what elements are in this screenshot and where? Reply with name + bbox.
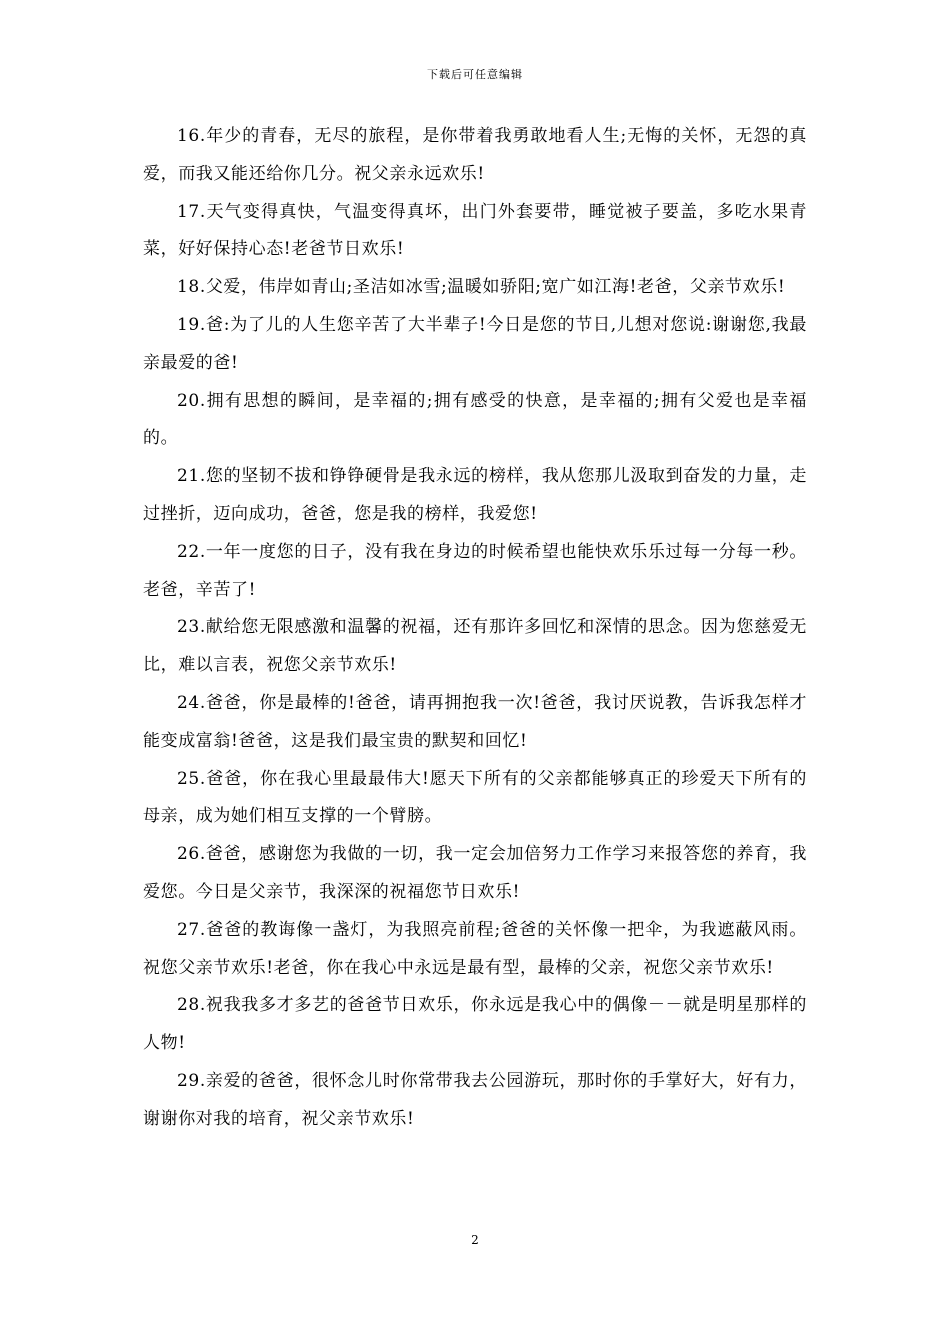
paragraph-21: 21.您的坚韧不拔和铮铮硬骨是我永远的榜样，我从您那儿汲取到奋发的力量，走过挫折，迈向成功，爸爸，您是我的榜样，我爱您! (143, 466, 807, 524)
paragraph-25: 25.爸爸，你在我心里最最伟大!愿天下所有的父亲都能够真正的珍爱天下所有的母亲，成为她们相互支撑的一个臂膀。 (143, 768, 807, 827)
paragraph-19: 19.爸:为了儿的人生您辛苦了大半辈子!今日是您的节日,儿想对您说:谢谢您,我最亲最爱的爸! (143, 314, 807, 373)
paragraph-16: 16.年少的青春，无尽的旅程，是你带着我勇敢地看人生;无悔的关怀，无怨的真爱，而我又能还给你几分。祝父亲永远欢乐! (143, 126, 807, 184)
paragraph-29: 29.亲爱的爸爸，很怀念儿时你常带我去公园游玩，那时你的手掌好大，好有力，谢谢你对我的培育，祝父亲节欢乐! (143, 1070, 807, 1129)
paragraph-24: 24.爸爸，你是最棒的!爸爸，请再拥抱我一次!爸爸，我讨厌说教，告诉我怎样才能变成富翁!爸爸，这是我们最宝贵的默契和回忆! (143, 692, 807, 751)
paragraph-23: 23.献给您无限感激和温馨的祝福，还有那许多回忆和深情的思念。因为您慈爱无比，难以言表，祝您父亲节欢乐! (143, 617, 807, 676)
paragraph-26: 26.爸爸，感谢您为我做的一切，我一定会加倍努力工作学习来报答您的养育，我爱您。今日是父亲节，我深深的祝福您节日欢乐! (143, 844, 807, 902)
document-body (143, 118, 807, 1139)
paragraph-27: 27.爸爸的教诲像一盏灯，为我照亮前程;爸爸的关怀像一把伞，为我遮蔽风雨。祝您父亲节欢乐!老爸，你在我心中永远是最有型，最棒的父亲，祝您父亲节欢乐! (143, 919, 807, 978)
page-number: 2 (471, 1233, 479, 1247)
paragraph-20: 20.拥有思想的瞬间，是幸福的;拥有感受的快意，是幸福的;拥有父爱也是幸福的。 (143, 390, 807, 449)
paragraph-17: 17.天气变得真快，气温变得真坏，出门外套要带，睡觉被子要盖，多吃水果青菜，好好保持心态!老爸节日欢乐! (143, 201, 807, 260)
page-header: 下载后可任意编辑 (427, 68, 523, 81)
paragraph-18: 18.父爱，伟岸如青山;圣洁如冰雪;温暖如骄阳;宽广如江海!老爸，父亲节欢乐! (177, 277, 786, 298)
paragraph-22: 22.一年一度您的日子，没有我在身边的时候希望也能快欢乐乐过每一分每一秒。老爸，辛苦了! (143, 541, 807, 600)
paragraph-28: 28.祝我我多才多艺的爸爸节日欢乐，你永远是我心中的偶像－－就是明星那样的人物! (143, 995, 807, 1054)
